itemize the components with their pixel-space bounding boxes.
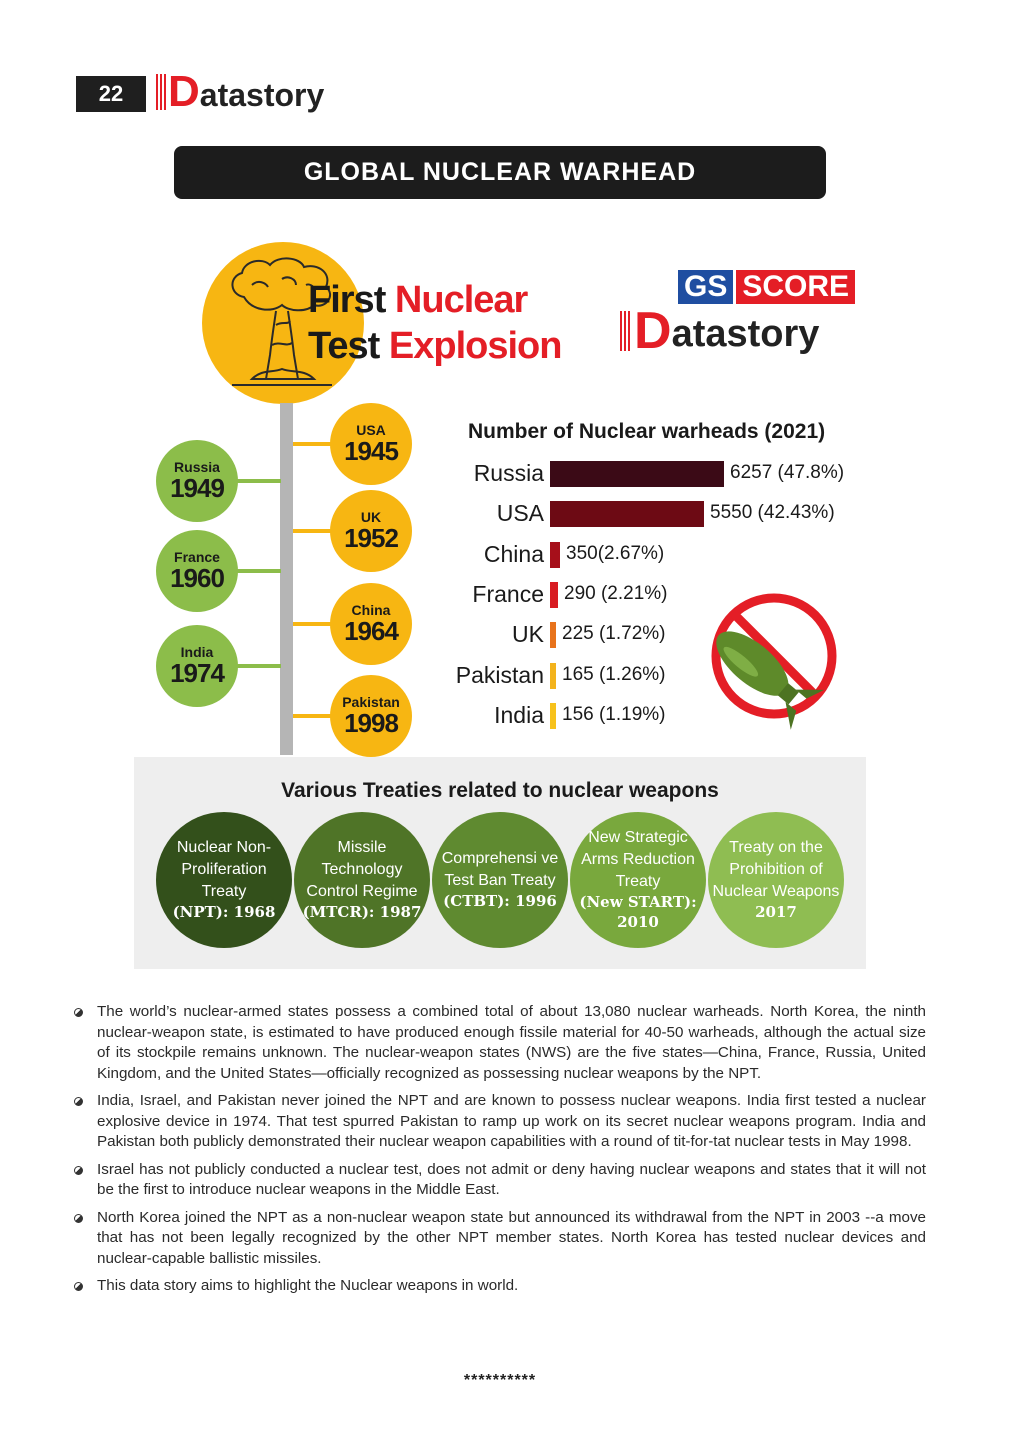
logo-rest: atastory <box>671 313 820 355</box>
bar-value-france: 290 (2.21%) <box>564 582 668 604</box>
bullet-item <box>74 1091 926 1153</box>
chart-title: Number of Nuclear warheads (2021) <box>468 420 826 443</box>
brand-logo <box>156 67 325 116</box>
infographic <box>130 235 870 755</box>
bar-label-china: China <box>483 540 544 567</box>
bullet-icon <box>74 1214 83 1223</box>
brand-name: atastory <box>199 77 325 113</box>
treaty-name: New Strategic Arms Reduction Treaty <box>581 829 695 890</box>
timeline-connector <box>237 569 281 573</box>
bar-value-china: 350(2.67%) <box>566 542 665 564</box>
page-title: GLOBAL NUCLEAR WARHEAD <box>174 146 826 199</box>
timeline-year: 1998 <box>344 708 398 739</box>
no-nuclear-weapons-icon <box>690 590 840 740</box>
bar-label-usa: USA <box>496 500 544 527</box>
bullet-list <box>74 1002 926 1304</box>
timeline-connector <box>293 442 331 446</box>
bar-label-india: India <box>494 701 544 728</box>
bullet-text: This data story aims to highlight the Nuclear weapons in world. <box>97 1277 519 1294</box>
bar-value-usa: 5550 (42.43%) <box>710 502 835 524</box>
bullet-item <box>74 1276 926 1297</box>
timeline-country: France <box>174 548 220 565</box>
heading-line-2 <box>308 325 561 368</box>
logo-stripes <box>620 311 632 351</box>
treaty-circle <box>708 812 844 948</box>
bar-label-russia: Russia <box>473 460 544 486</box>
bullet-icon <box>74 1008 83 1017</box>
bullet-icon <box>74 1282 83 1291</box>
bar-india <box>550 703 556 729</box>
bar-pakistan <box>550 663 556 689</box>
end-marker: ********** <box>463 1372 537 1389</box>
bullet-text: Israel has not publicly conducted a nuclear test, does not admit or deny having nuclear weapons and states that it will not be the first to introduce nuclear weapons in the Middle East. <box>97 1160 926 1198</box>
timeline-connector <box>293 714 331 718</box>
heading-word-test: Test <box>308 325 380 367</box>
bullet-item <box>74 1002 926 1084</box>
bar-value-russia: 6257 (47.8%) <box>730 462 845 483</box>
treaty-name: Treaty on the Prohibition of Nuclear Weapons <box>712 839 840 900</box>
timeline-connector <box>237 664 281 668</box>
timeline-connector <box>293 622 331 626</box>
bullet-text: North Korea joined the NPT as a non-nuclear weapon state but announced its withdrawal from the NPT in 2003 --a move that has not been legally recognized by the other NPT member states. North Korea has tested nuclear devices and nuclear-capable ballistic missiles. <box>97 1208 926 1267</box>
bar-russia <box>550 461 724 487</box>
timeline-node-russia <box>156 440 238 522</box>
timeline-pole <box>280 403 293 755</box>
bar-china <box>550 542 560 568</box>
bar-uk <box>550 622 556 648</box>
bullet-icon <box>74 1166 83 1175</box>
bullet-icon <box>74 1097 83 1106</box>
logo-d: D <box>634 302 672 360</box>
bar-label-pakistan: Pakistan <box>455 661 544 688</box>
heading-word-nuclear: Nuclear <box>394 279 528 321</box>
bullet-item <box>74 1160 926 1201</box>
bar-value-pakistan: 165 (1.26%) <box>562 663 666 685</box>
timeline-node-india <box>156 625 238 707</box>
timeline-country: Russia <box>174 458 220 475</box>
timeline-country: USA <box>356 421 386 438</box>
timeline-node-france <box>156 530 238 612</box>
treaties-section <box>134 757 866 969</box>
treaties-title: Various Treaties related to nuclear weapons <box>281 779 719 802</box>
logo-score: SCORE <box>736 270 855 304</box>
page-number: 22 <box>76 76 146 112</box>
heading-word-first: First <box>308 279 386 321</box>
timeline-country: Pakistan <box>342 693 400 710</box>
timeline-year: 1960 <box>170 563 224 594</box>
treaty-name: Missile Technology Control Regime <box>306 839 418 900</box>
datastory-logo <box>620 302 820 360</box>
logo-stripes <box>156 74 166 110</box>
bar-label-france: France <box>472 580 544 607</box>
treaty-name: Nuclear Non-Proliferation Treaty <box>176 839 272 900</box>
bar-value-india: 156 (1.19%) <box>562 703 666 725</box>
timeline-year: 1964 <box>344 616 398 647</box>
treaty-circle <box>432 812 568 948</box>
heading-line-1 <box>308 279 527 322</box>
bar-usa <box>550 501 704 527</box>
bar-france <box>550 582 558 608</box>
bullet-text: India, Israel, and Pakistan never joined the NPT and are known to possess nuclear weapons. India first tested a nuclear explosive device in 1974. That test spurred Pakistan to ramp up work on its secret nuclear weapons program. India and Pakistan both publicly demonstrated their nuclear weapon capabilities with a round of tit-for-tat nuclear tests in May 1998. <box>97 1092 926 1150</box>
timeline-year: 1945 <box>344 436 398 467</box>
brand-first-letter: D <box>168 67 200 116</box>
treaty-year: 2017 <box>755 903 797 922</box>
timeline-year: 1949 <box>170 473 224 504</box>
bullet-item <box>74 1208 926 1270</box>
treaty-year: (MTCR): 1987 <box>302 903 422 922</box>
treaty-year: (New START): 2010 <box>579 893 697 932</box>
timeline-country: India <box>180 643 214 660</box>
timeline-country: China <box>351 601 391 618</box>
timeline-connector <box>237 479 281 483</box>
timeline-year: 1974 <box>170 658 224 689</box>
heading-word-explosion: Explosion <box>388 325 562 367</box>
treaty-circle <box>156 812 292 948</box>
treaty-circle <box>570 812 706 948</box>
treaty-year: (CTBT): 1996 <box>443 892 557 911</box>
timeline-connector <box>293 529 331 533</box>
treaty-circle <box>294 812 430 948</box>
timeline-country: UK <box>360 508 382 525</box>
bar-value-uk: 225 (1.72%) <box>562 623 666 645</box>
bullet-text: The world’s nuclear-armed states possess a combined total of about 13,080 nuclear warheads. North Korea, the ninth nuclear-weapon state, is estimated to have produced enough fissile material for 40-50 warheads, although the actual size of its stockpile remains unknown. The nuclear-weapon states (NWS) are the five states—China, France, Russia, United Kingdom, and the United States—officially recognized as possessing nuclear weapons by the NPT. <box>97 1003 926 1082</box>
logo-gs: GS <box>678 270 733 304</box>
treaty-year: (NPT): 1968 <box>172 903 276 922</box>
timeline-year: 1952 <box>344 523 398 554</box>
bar-label-uk: UK <box>512 621 544 648</box>
treaty-name: Comprehensi ve Test Ban Treaty <box>441 850 559 889</box>
gs-score-logo <box>678 270 855 304</box>
